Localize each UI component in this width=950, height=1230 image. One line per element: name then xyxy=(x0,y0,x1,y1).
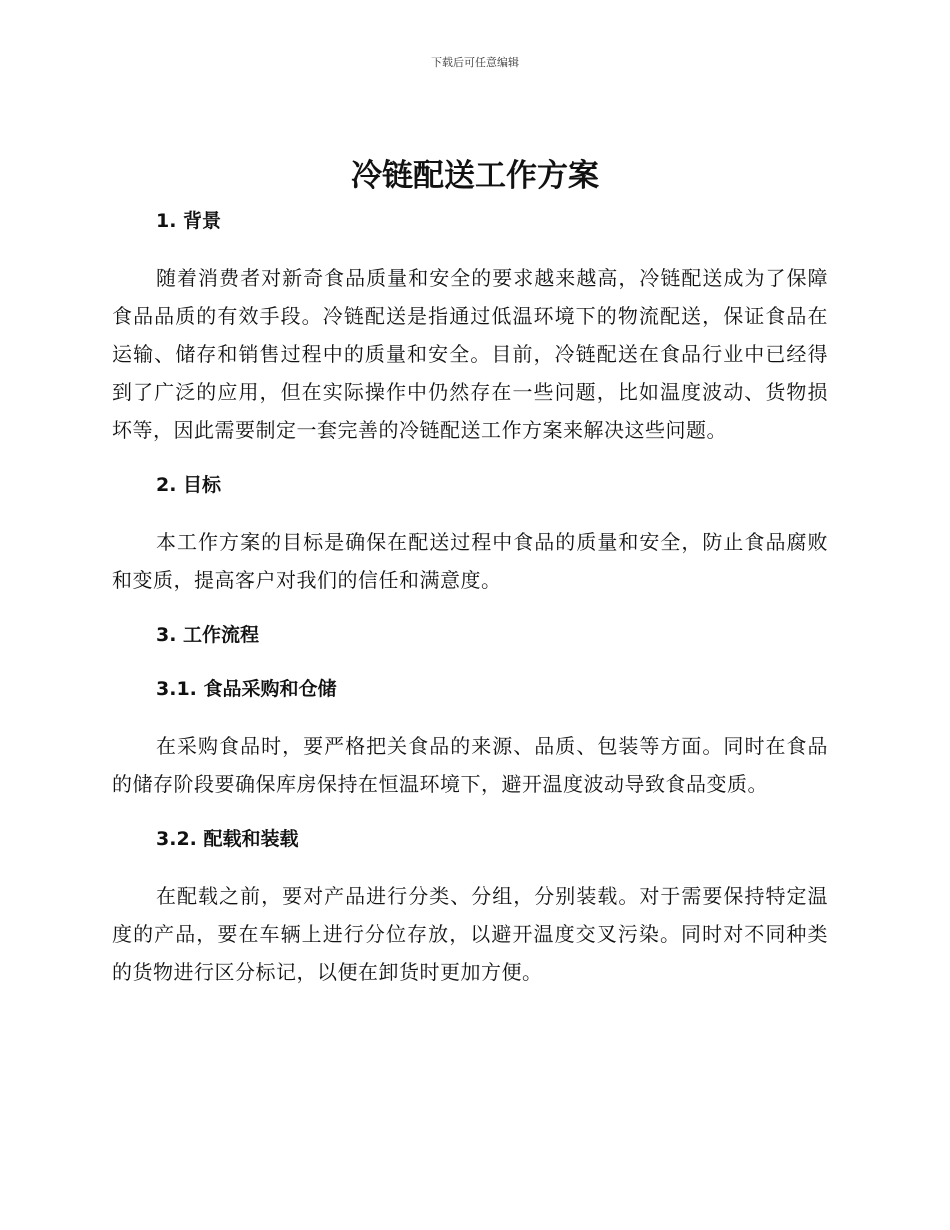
section-paragraph-background: 随着消费者对新奇食品质量和安全的要求越来越高，冷链配送成为了保障食品品质的有效手段。冷链配送是指通过低温环境下的物流配送，保证食品在运输、储存和销售过程中的质量和安全。目前，冷链配送在食品行业中已经得到了广泛的应用，但在实际操作中仍然存在一些问题，比如温度波动、货物损坏等，因此需要制定一套完善的冷链配送工作方案来解决这些问题。 xyxy=(112,266,828,442)
document-title: 冷链配送工作方案 xyxy=(351,158,599,194)
section-heading-goal: 2. 目标 xyxy=(156,474,222,496)
section-paragraph-procurement: 在采购食品时，要严格把关食品的来源、品质、包装等方面。同时在食品的储存阶段要确保库房保持在恒温环境下，避开温度波动导致食品变质。 xyxy=(112,734,828,796)
header-note: 下载后可任意编辑 xyxy=(431,56,519,69)
document-body xyxy=(112,205,828,991)
section-heading-loading: 3.2. 配载和装载 xyxy=(156,828,299,850)
section-heading-procurement: 3.1. 食品采购和仓储 xyxy=(156,678,337,700)
section-paragraph-loading: 在配载之前，要对产品进行分类、分组，分别装载。对于需要保持特定温度的产品，要在车辆上进行分位存放，以避开温度交叉污染。同时对不同种类的货物进行区分标记，以便在卸货时更加方便。 xyxy=(112,884,828,984)
section-heading-workflow: 3. 工作流程 xyxy=(156,624,260,646)
section-paragraph-goal: 本工作方案的目标是确保在配送过程中食品的质量和安全，防止食品腐败和变质，提高客户对我们的信任和满意度。 xyxy=(112,530,828,592)
section-heading-background: 1. 背景 xyxy=(156,210,222,232)
